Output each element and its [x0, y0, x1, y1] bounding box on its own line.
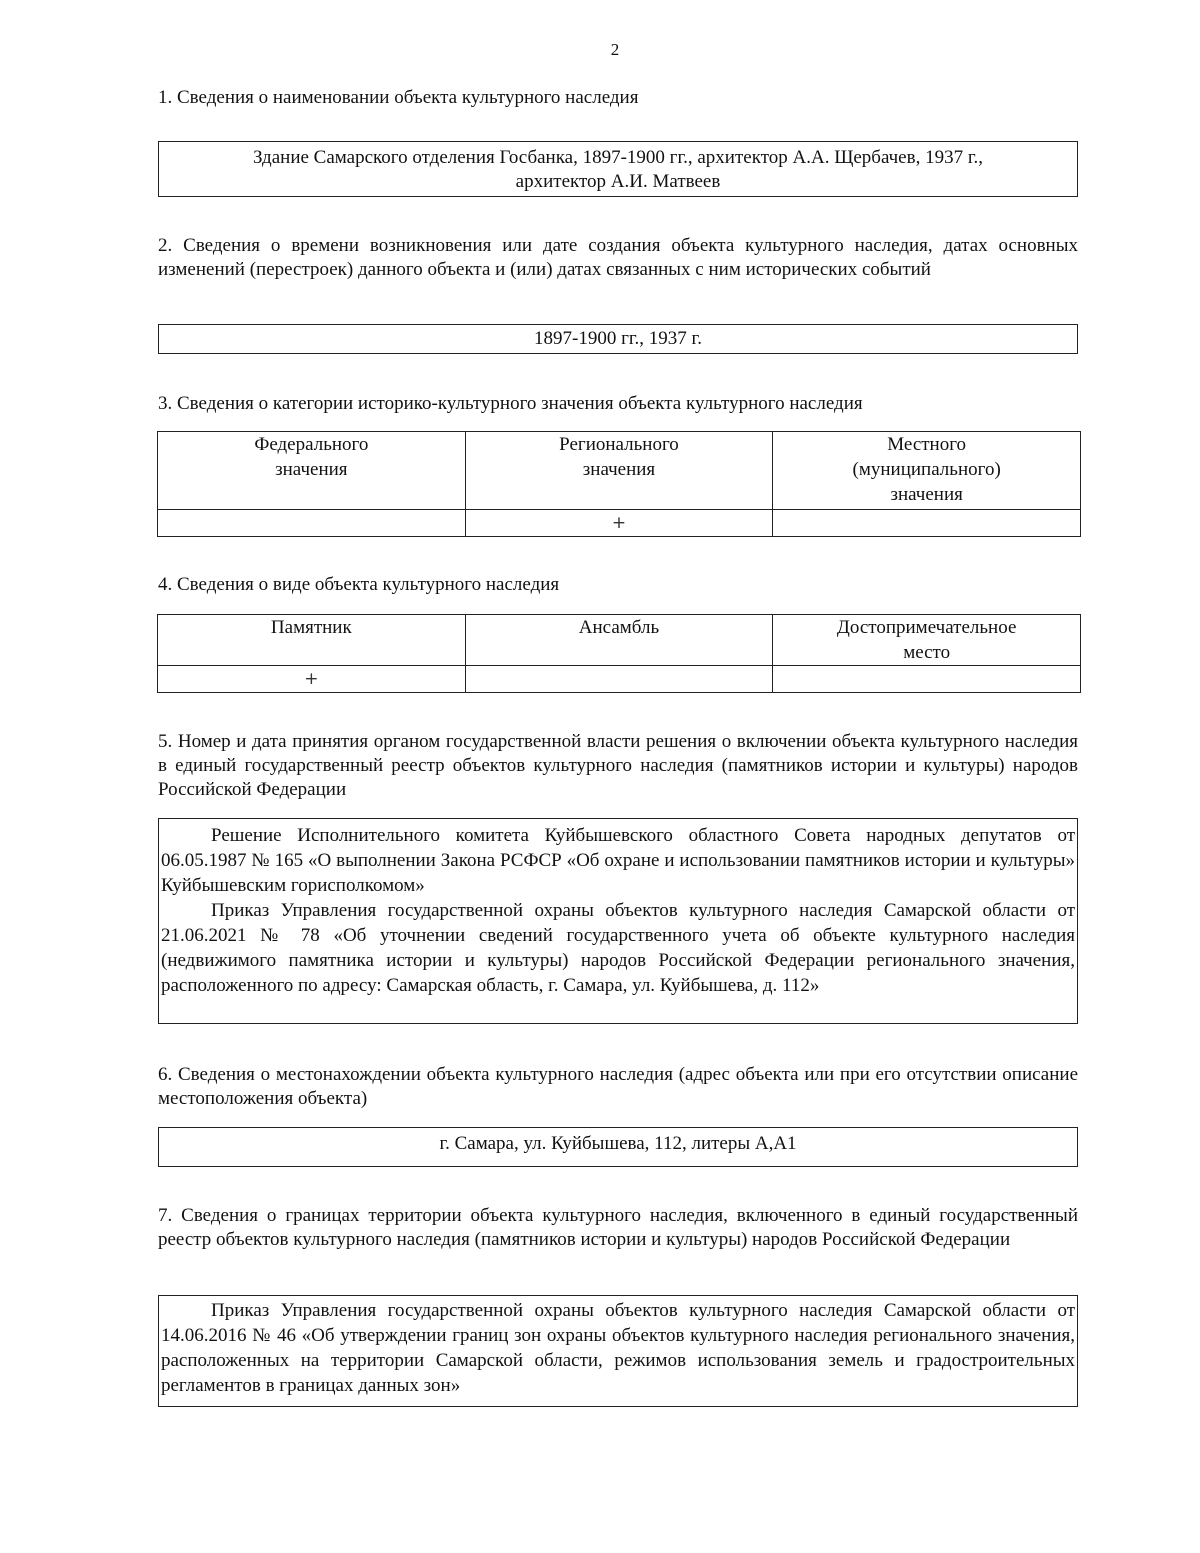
type-monument-header: Памятник — [158, 615, 466, 666]
boundaries-box — [158, 1295, 1078, 1407]
type-ensemble-header: Ансамбль — [465, 615, 773, 666]
category-header-row — [158, 432, 1081, 510]
category-mark-row — [158, 510, 1081, 537]
object-name-line-1: Здание Самарского отделения Госбанка, 1897-1900 гг., архитектор А.А. Щербачев, 1937 г., — [253, 147, 983, 168]
type-table — [157, 614, 1081, 693]
section-6-heading: 6. Сведения о местонахождении объекта культурного наследия (адрес объекта или при его отсутствии описание местоположения объекта) — [158, 1064, 1078, 1109]
page-number: 2 — [610, 40, 620, 59]
object-name-box — [158, 141, 1078, 197]
type-landmark-header: Достопримечательное место — [773, 615, 1081, 666]
category-local-mark — [773, 510, 1081, 537]
section-4-heading: 4. Сведения о виде объекта культурного наследия — [158, 574, 560, 595]
registry-decision-2: Приказ Управления государственной охраны объектов культурного наследия Самарской области от 21.06.2021 № 78 «Об уточнении сведений государственного учета об объекте культурного наследия (недвижимого памятника истории и культуры) народов Российской Федерации регионального значения, расположенного по адресу: Самарская область, г. Самара, ул. Куйбышева, д. 112» — [161, 900, 1075, 996]
category-local-header: Местного (муниципального) значения — [773, 432, 1081, 510]
address-box — [158, 1127, 1078, 1167]
category-federal-header: Федерального значения — [158, 432, 466, 510]
category-federal-mark — [158, 510, 466, 537]
section-7-heading: 7. Сведения о границах территории объекта культурного наследия, включенного в единый государственный реестр объектов культурного наследия (памятников истории и культуры) народов Российской Федерации — [158, 1205, 1078, 1250]
category-table — [157, 431, 1081, 537]
section-5-heading: 5. Номер и дата принятия органом государственной власти решения о включении объекта культурного наследия в единый государственный реестр объектов культурного наследия (памятников истории и культуры) народов Российской Федерации — [158, 731, 1078, 800]
type-landmark-mark — [773, 666, 1081, 693]
address-value: г. Самара, ул. Куйбышева, 112, литеры А,А1 — [439, 1133, 797, 1154]
boundaries-order: Приказ Управления государственной охраны объектов культурного наследия Самарской области от 14.06.2016 № 46 «Об утверждении границ зон охраны объектов культурного наследия регионального значения, расположенных на территории Самарской области, режимов использования земель и градостроительных регламентов в границах данных зон» — [161, 1300, 1075, 1396]
section-3-heading: 3. Сведения о категории историко-культурного значения объекта культурного наследия — [158, 393, 863, 414]
type-header-row — [158, 615, 1081, 666]
category-regional-mark: + — [465, 510, 773, 537]
dates-box — [158, 324, 1078, 354]
type-monument-mark: + — [158, 666, 466, 693]
section-2-heading: 2. Сведения о времени возникновения или дате создания объекта культурного наследия, датах основных изменений (перестроек) данного объекта и (или) датах связанных с ним исторических событий — [158, 235, 1078, 280]
dates-value: 1897-1900 гг., 1937 г. — [534, 328, 702, 349]
section-1-heading: 1. Сведения о наименовании объекта культурного наследия — [158, 87, 639, 108]
object-name-line-2: архитектор А.И. Матвеев — [515, 171, 721, 192]
registry-decision-box — [158, 818, 1078, 1024]
registry-decision-1: Решение Исполнительного комитета Куйбышевского областного Совета народных депутатов от 06.05.1987 № 165 «О выполнении Закона РСФСР «Об охране и использовании памятников истории и культуры» Куйбышевским горисполкомом» — [161, 825, 1075, 896]
type-mark-row — [158, 666, 1081, 693]
type-ensemble-mark — [465, 666, 773, 693]
category-regional-header: Регионального значения — [465, 432, 773, 510]
